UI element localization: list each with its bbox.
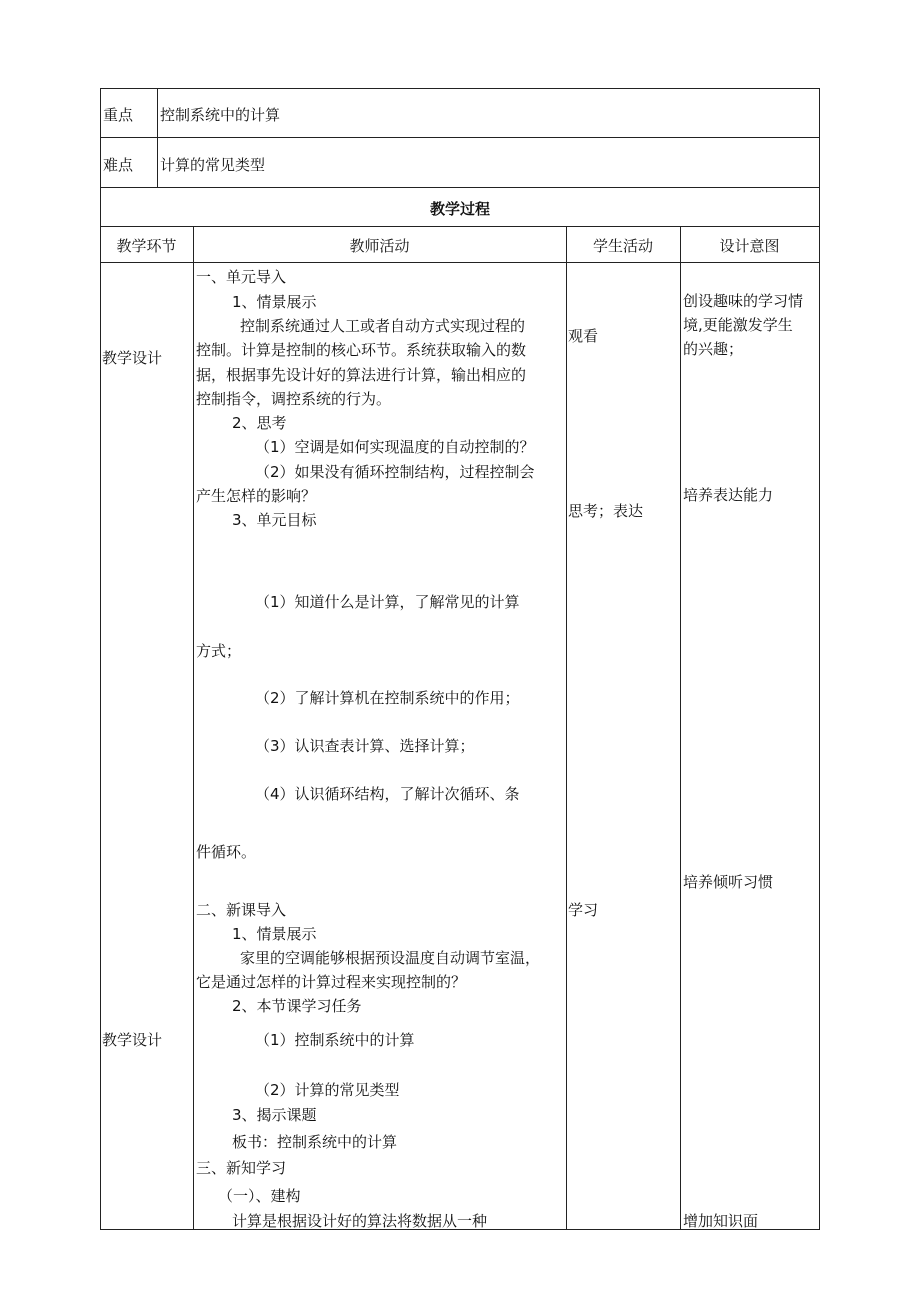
design-intent: 增加知识面 — [683, 1212, 759, 1230]
row-divider-difficulty — [100, 187, 820, 188]
teacher-line: （2）了解计算机在控制系统中的作用； — [255, 689, 520, 707]
key-point-label: 重点 — [103, 106, 134, 124]
design-intent: 创设趣味的学习情 — [683, 292, 804, 310]
teacher-line: （2）计算的常见类型 — [255, 1081, 400, 1099]
teacher-line: 计算是根据设计好的算法将数据从一种 — [232, 1212, 488, 1230]
teacher-line: 3、揭示课题 — [232, 1106, 317, 1124]
student-activity: 思考；表达 — [568, 502, 644, 520]
design-intent: 的兴趣； — [683, 340, 744, 358]
teacher-line: 控制。计算是控制的核心环节。系统获取输入的数 — [196, 341, 527, 359]
teacher-line: 产生怎样的影响？ — [196, 487, 317, 505]
teacher-line: 一、单元导入 — [196, 268, 287, 286]
teacher-line: （1）空调是如何实现温度的自动控制的？ — [255, 438, 535, 456]
teacher-line: （2）如果没有循环控制结构，过程控制会 — [255, 463, 535, 481]
key-point-value: 控制系统中的计算 — [160, 106, 281, 124]
teacher-line: 控制系统通过人工或者自动方式实现过程的 — [240, 317, 526, 335]
column-header-student: 学生活动 — [592, 237, 653, 255]
design-intent: 境,更能激发学生 — [683, 316, 793, 334]
teacher-line: 三、新知学习 — [196, 1159, 287, 1177]
column-header-stage: 教学环节 — [116, 237, 177, 255]
table-border-left — [100, 88, 101, 1230]
teacher-line: 家里的空调能够根据预设温度自动调节室温， — [240, 949, 541, 967]
column-header-intent: 设计意图 — [719, 237, 780, 255]
teacher-line: 控制指令，调控系统的行为。 — [196, 390, 392, 408]
teacher-line: （1）控制系统中的计算 — [255, 1031, 415, 1049]
student-column-divider — [680, 226, 681, 1230]
row-divider-process-title — [100, 226, 820, 227]
design-intent: 培养表达能力 — [683, 486, 774, 504]
stage-column-divider — [193, 226, 194, 1230]
label-column-divider — [157, 88, 158, 187]
teacher-line: 方式； — [196, 642, 242, 660]
stage-label: 教学设计 — [102, 349, 163, 367]
teacher-line: 1、情景展示 — [232, 293, 317, 311]
teacher-line: （一）、建构 — [218, 1187, 301, 1205]
teacher-line: 3、单元目标 — [232, 511, 317, 529]
column-header-teacher: 教师活动 — [349, 237, 410, 255]
row-divider-key-point — [100, 137, 820, 138]
process-title: 教学过程 — [429, 200, 490, 218]
design-intent: 培养倾听习惯 — [683, 873, 774, 891]
difficulty-label: 难点 — [103, 156, 134, 174]
teacher-line: （4）认识循环结构，了解计次循环、条 — [255, 785, 520, 803]
teacher-line: 据，根据事先设计好的算法进行计算，输出相应的 — [196, 366, 527, 384]
stage-label: 教学设计 — [102, 1031, 163, 1049]
teacher-line: （3）认识查表计算、选择计算； — [255, 737, 475, 755]
student-activity: 学习 — [568, 901, 599, 919]
student-activity: 观看 — [568, 327, 599, 345]
difficulty-value: 计算的常见类型 — [160, 156, 266, 174]
teacher-line: 它是通过怎样的计算过程来实现控制的？ — [196, 973, 467, 991]
teacher-line: （1）知道什么是计算，了解常见的计算 — [255, 593, 520, 611]
table-border-right — [819, 88, 820, 1230]
row-divider-header — [100, 262, 820, 263]
table-border-top — [100, 88, 820, 89]
teacher-line: 二、新课导入 — [196, 901, 287, 919]
teacher-line: 2、思考 — [232, 414, 287, 432]
teacher-line: 件循环。 — [196, 843, 257, 861]
teacher-line: 2、本节课学习任务 — [232, 997, 362, 1015]
teacher-line: 1、情景展示 — [232, 925, 317, 943]
teacher-line: 板书：控制系统中的计算 — [232, 1133, 398, 1151]
teacher-column-divider — [566, 226, 567, 1230]
